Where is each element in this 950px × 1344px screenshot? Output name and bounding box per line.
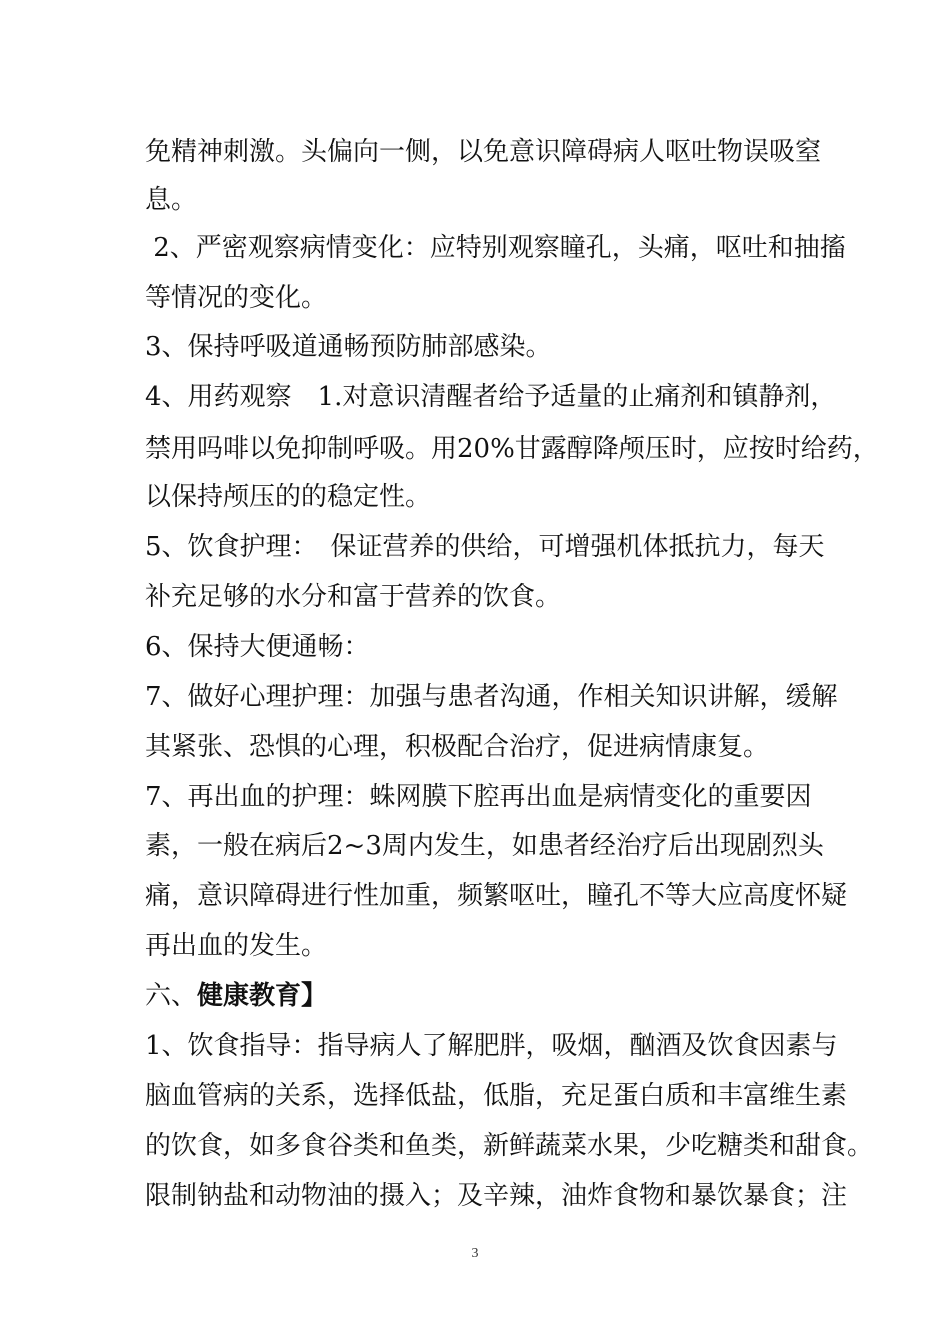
text-line: 限制钠盐和动物油的摄入；及辛辣，油炸食物和暴饮暴食；注 (145, 1181, 848, 1211)
text-line: 1、饮食指导：指导病人了解肥胖，吸烟，酗酒及饮食因素与 (145, 1031, 838, 1061)
text-line: 的饮食，如多食谷类和鱼类，新鲜蔬菜水果，少吃糖类和甜食。 (145, 1131, 874, 1161)
text-line: 5、饮食护理： 保证营养的供给，可增强机体抵抗力，每天 (145, 532, 825, 562)
section-heading (145, 980, 327, 1012)
text-line: 痛，意识障碍进行性加重，频繁呕吐，瞳孔不等大应高度怀疑 (145, 881, 848, 911)
text-line: 免精神刺激。头偏向一侧，以免意识障碍病人呕吐物误吸窒 (145, 137, 822, 167)
text-line: 2、严密观察病情变化：应特别观察瞳孔，头痛，呕吐和抽搐 (145, 233, 846, 263)
page-number: 3 (471, 1246, 479, 1261)
text-line: 4、用药观察 1.对意识清醒者给予适量的止痛剂和镇静剂， (145, 382, 837, 412)
text-line: 7、再出血的护理：蛛网膜下腔再出血是病情变化的重要因 (145, 782, 812, 812)
text-line: 再出血的发生。 (145, 931, 328, 961)
text-line: 以保持颅压的的稳定性。 (145, 482, 432, 512)
text-line: 禁用吗啡以免抑制呼吸。用20%甘露醇降颅压时，应按时给药， (145, 434, 879, 464)
text-line: 7、做好心理护理：加强与患者沟通，作相关知识讲解，缓解 (145, 682, 838, 712)
text-line: 3、保持呼吸道通畅预防肺部感染。 (145, 332, 552, 362)
text-line: 素，一般在病后2~3周内发生，如患者经治疗后出现剧烈头 (145, 831, 824, 861)
text-line: 其紧张、恐惧的心理，积极配合治疗，促进病情康复。 (145, 732, 770, 762)
text-line: 补充足够的水分和富于营养的饮食。 (145, 582, 562, 612)
text-line: 息。 (145, 185, 198, 215)
text-line: 6、保持大便通畅： (145, 632, 370, 662)
section-heading-title: 健康教育】 (197, 981, 328, 1011)
text-line: 脑血管病的关系，选择低盐，低脂，充足蛋白质和丰富维生素 (145, 1081, 848, 1111)
section-heading-prefix: 六、 (145, 981, 198, 1011)
text-line: 等情况的变化。 (145, 283, 328, 313)
